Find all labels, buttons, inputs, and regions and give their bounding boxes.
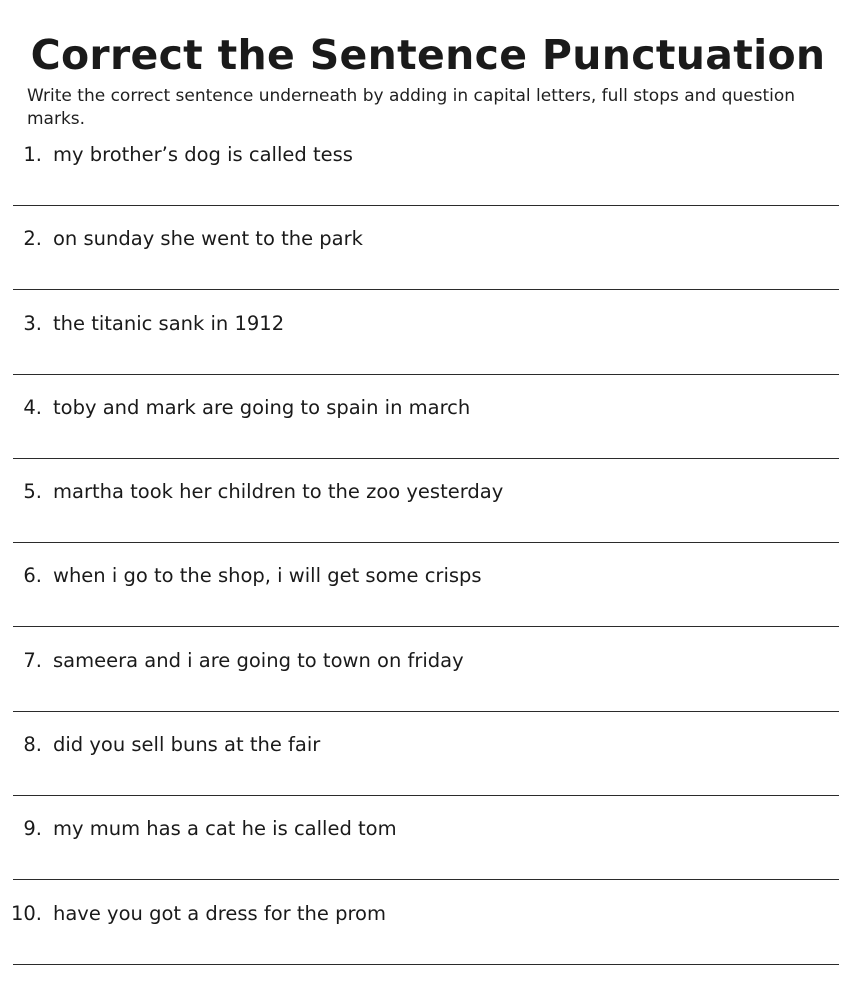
question-item	[0, 132, 856, 216]
question-item	[0, 385, 856, 469]
answer-line[interactable]	[13, 458, 839, 459]
question-number: 4.	[23, 395, 42, 419]
question-item	[0, 722, 856, 806]
question-item	[0, 301, 856, 385]
question-number: 7.	[23, 648, 42, 672]
question-sentence: when i go to the shop, i will get some crisps	[53, 564, 482, 588]
question-item	[0, 806, 856, 890]
question-sentence: did you sell buns at the fair	[53, 733, 321, 757]
question-sentence: the titanic sank in 1912	[53, 311, 285, 335]
answer-line[interactable]	[13, 626, 839, 627]
answer-line[interactable]	[13, 711, 839, 712]
question-list	[0, 132, 856, 975]
question-number: 1.	[23, 143, 42, 166]
question-sentence: on sunday she went to the park	[53, 227, 363, 251]
answer-line[interactable]	[13, 542, 839, 543]
question-item	[0, 891, 856, 975]
page-title: Correct the Sentence Punctuation	[30, 31, 826, 80]
answer-line[interactable]	[13, 879, 839, 880]
question-number: 2.	[23, 227, 42, 251]
instructions: Write the correct sentence underneath by adding in capital letters, full stops and question marks.	[27, 86, 796, 129]
question-item	[0, 553, 856, 637]
question-sentence: martha took her children to the zoo yesterday	[53, 480, 504, 504]
question-number: 3.	[23, 311, 42, 335]
question-sentence: toby and mark are going to spain in march	[53, 395, 471, 419]
question-item	[0, 638, 856, 722]
answer-line[interactable]	[13, 205, 839, 206]
question-number: 9.	[23, 817, 42, 841]
question-number: 8.	[23, 733, 42, 757]
answer-line[interactable]	[13, 289, 839, 290]
answer-line[interactable]	[13, 964, 839, 965]
question-item	[0, 469, 856, 553]
question-number: 5.	[23, 480, 42, 504]
answer-line[interactable]	[13, 795, 839, 796]
question-number: 6.	[23, 564, 42, 588]
question-sentence: my brother’s dog is called tess	[53, 143, 353, 166]
question-item	[0, 216, 856, 300]
question-sentence: sameera and i are going to town on friday	[53, 648, 464, 672]
question-number: 10.	[10, 901, 42, 925]
question-sentence: my mum has a cat he is called tom	[53, 817, 397, 841]
answer-line[interactable]	[13, 374, 839, 375]
question-sentence: have you got a dress for the prom	[53, 901, 386, 925]
